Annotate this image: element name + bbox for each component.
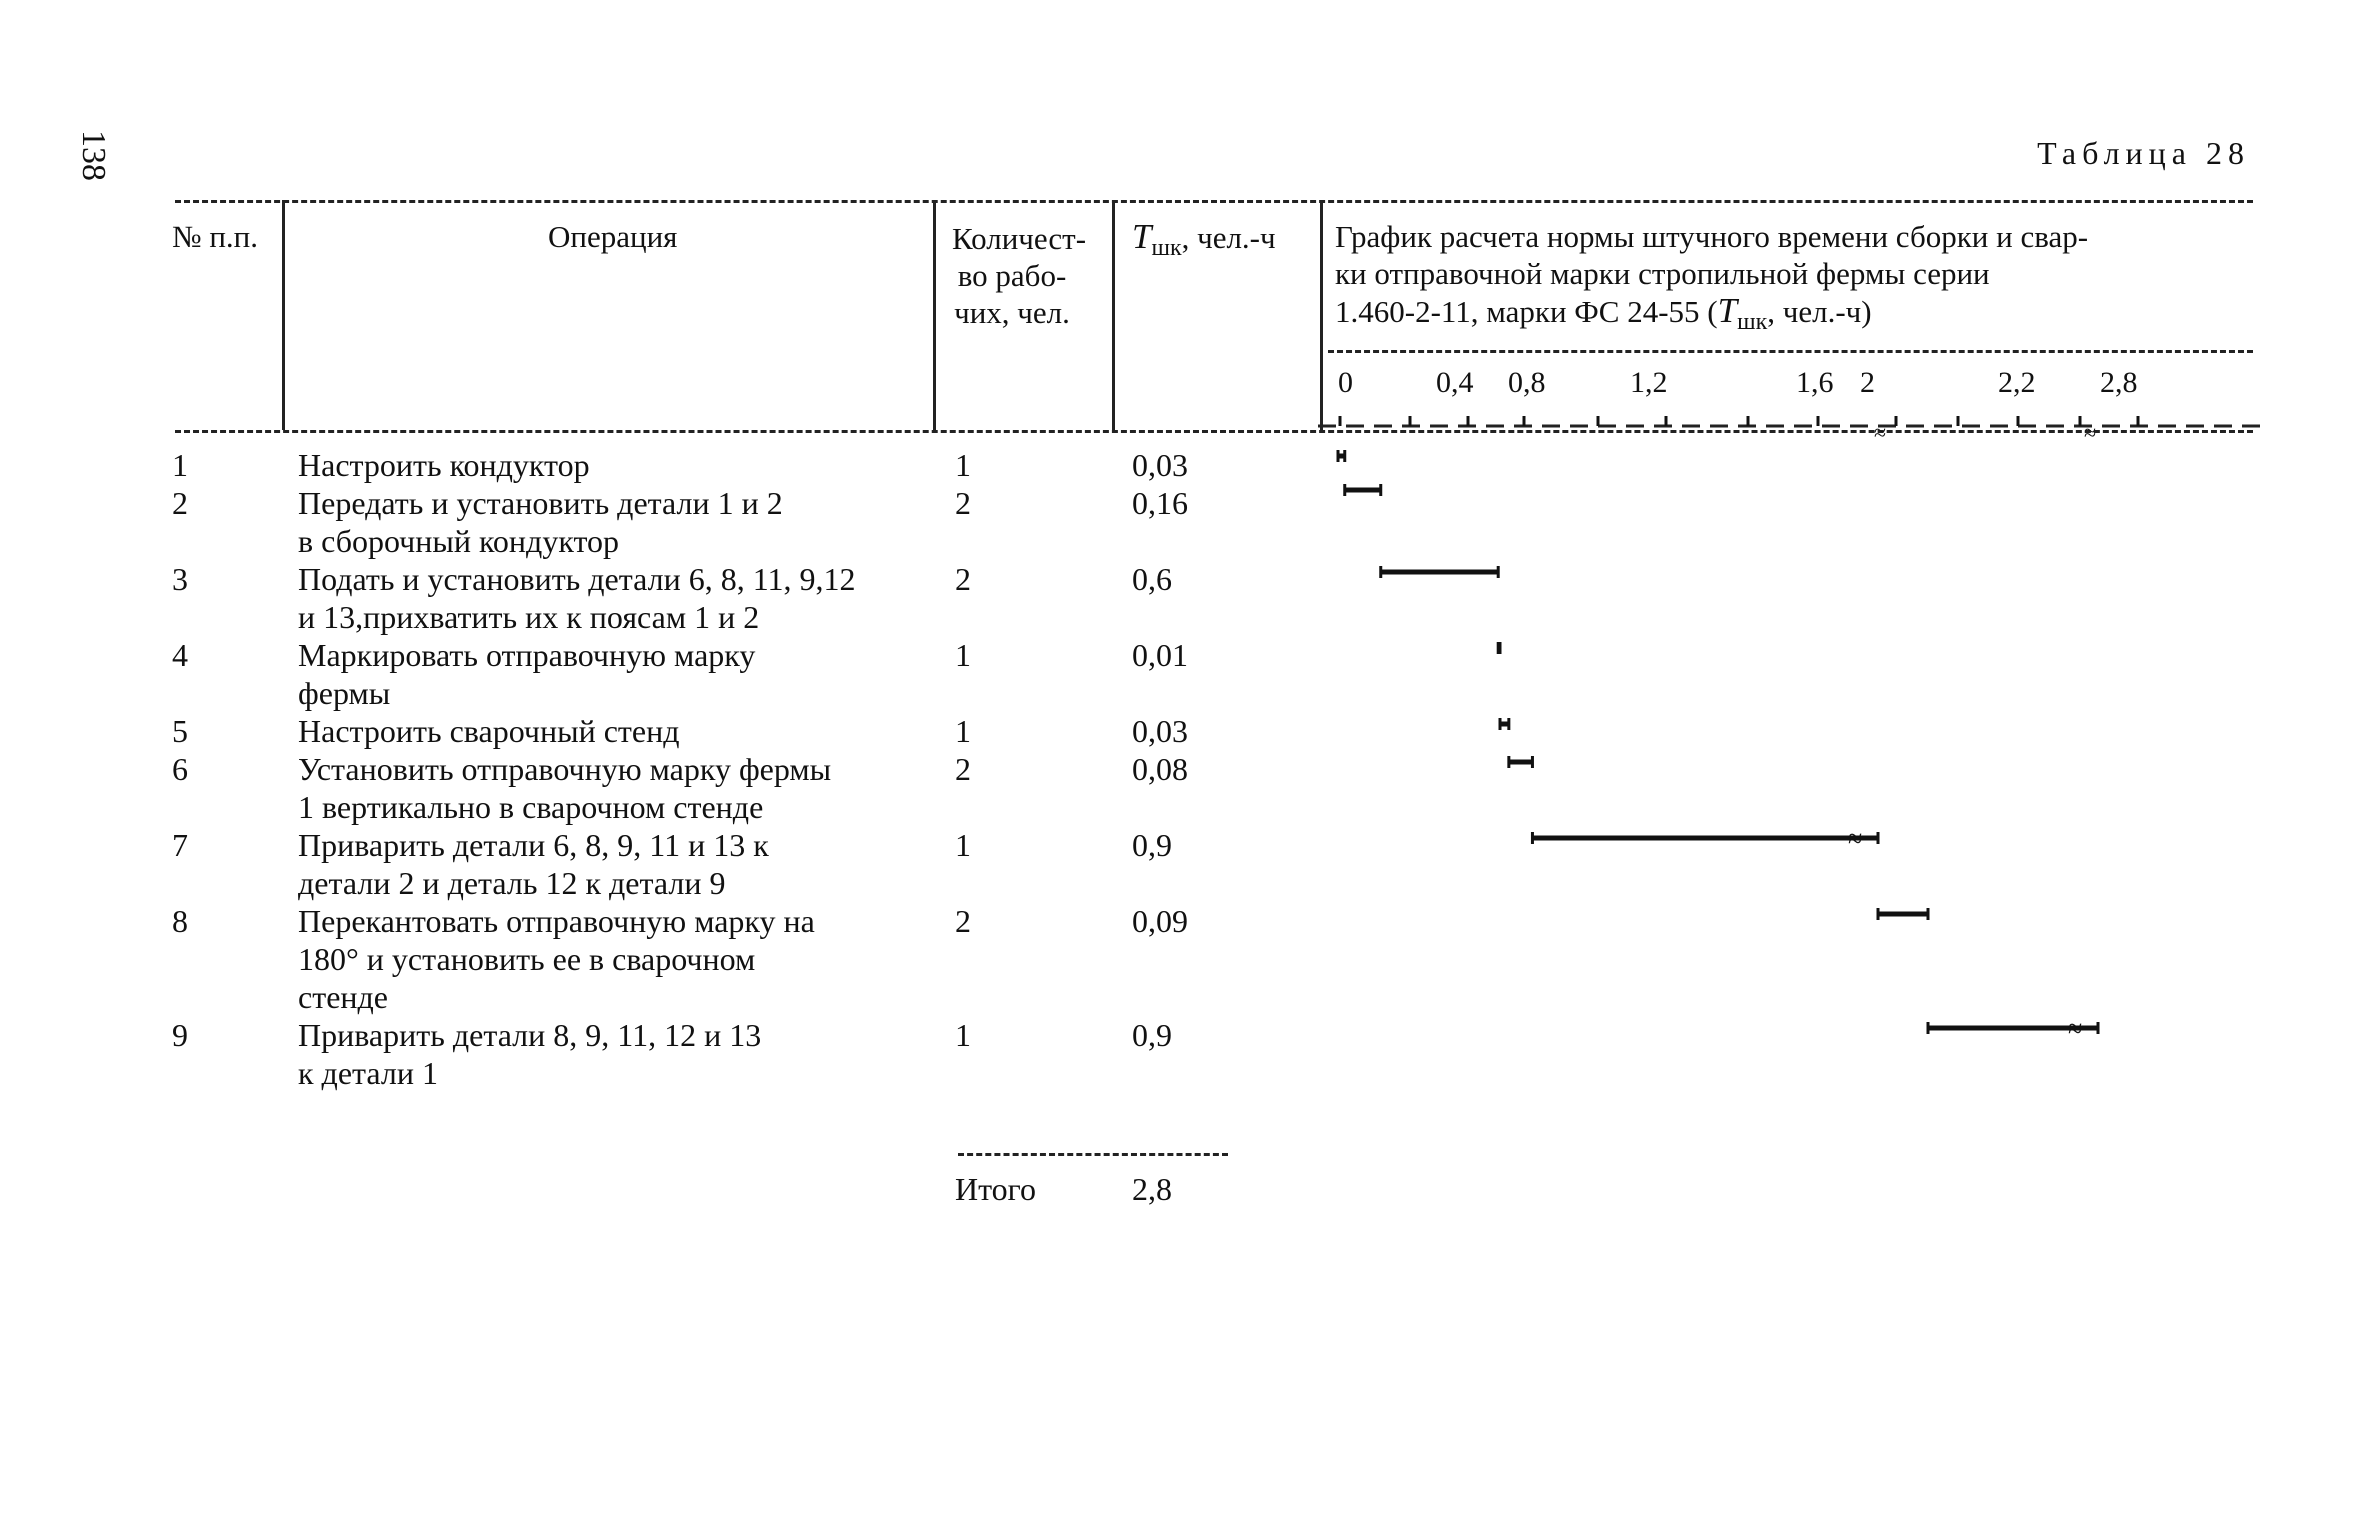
task-bar: [1500, 718, 1509, 730]
row-time: 0,01: [1132, 637, 1188, 673]
chart-title-subscript: шк: [1737, 309, 1768, 336]
row-time: 0,09: [1132, 903, 1188, 939]
axis-break-mark: ≈: [1874, 420, 1887, 445]
task-bar-break: ≈: [2068, 1014, 2083, 1043]
table-top-rule: [175, 200, 2253, 203]
task-bar: [1928, 1014, 2098, 1043]
axis-tick-label: 1,2: [1630, 366, 1668, 399]
row-operation-line: Подать и установить детали 6, 8, 11, 9,12: [298, 561, 856, 597]
page-number: 138: [75, 130, 112, 181]
row-operation-line: Настроить кондуктор: [298, 447, 590, 483]
chart-title-symbol: T: [1717, 291, 1738, 330]
task-bar: [1509, 756, 1533, 768]
row-operation-line: Маркировать отправочную марку: [298, 637, 756, 673]
header-workers-line2: во рабо-: [957, 258, 1067, 293]
header-num: № п.п.: [172, 219, 259, 254]
gantt-chart: [1318, 360, 2268, 1120]
axis-break-mark: ≈: [2084, 420, 2097, 445]
row-workers: 2: [955, 485, 971, 521]
row-number: 8: [172, 903, 188, 939]
row-workers: 1: [955, 447, 971, 483]
row-time: 0,03: [1132, 447, 1188, 483]
row-workers: 2: [955, 561, 971, 597]
row-operation-line: детали 2 и деталь 12 к детали 9: [298, 865, 726, 901]
task-bar: [1381, 566, 1498, 578]
row-operation-line: фермы: [298, 675, 391, 711]
row-workers: 2: [955, 751, 971, 787]
row-operation-line: в сборочный кондуктор: [298, 523, 620, 559]
row-operation-line: и 13,прихватить их к поясам 1 и 2: [298, 599, 760, 635]
row-number: 7: [172, 827, 188, 863]
chart-header-rule: [1328, 350, 2253, 353]
total-value: 2,8: [1132, 1171, 1172, 1207]
header-operation: Операция: [548, 219, 678, 254]
task-bar: [1878, 908, 1928, 920]
row-number: 4: [172, 637, 188, 673]
chart-title-line3-a: 1.460-2-11, марки ФС 24-55 (: [1335, 294, 1718, 329]
row-operation-line: 180° и установить ее в сварочном: [298, 941, 756, 977]
task-bar: [1532, 824, 1878, 853]
axis-tick-label: 0: [1338, 366, 1353, 399]
axis-tick-label: 2,8: [2100, 366, 2138, 399]
row-number: 3: [172, 561, 188, 597]
axis-tick-label: 1,6: [1796, 366, 1834, 399]
chart-title-line1: График расчета нормы штучного времени сборки и свар-: [1335, 219, 2089, 254]
row-operation-line: стенде: [298, 979, 388, 1015]
chart-title-line3: [1335, 292, 1872, 341]
row-time: 0,9: [1132, 827, 1172, 863]
axis-tick-label: 0,8: [1508, 366, 1546, 399]
task-bar: [1338, 450, 1345, 462]
row-workers: 1: [955, 713, 971, 749]
row-time: 0,08: [1132, 751, 1188, 787]
row-operation-line: 1 вертикально в сварочном стенде: [298, 789, 764, 825]
col-separator-1: [282, 200, 285, 430]
axis-tick-label: 2: [1860, 366, 1875, 399]
row-number: 9: [172, 1017, 188, 1053]
row-time: 0,9: [1132, 1017, 1172, 1053]
task-bar: [1498, 642, 1500, 654]
axis-tick-label: 2,2: [1998, 366, 2036, 399]
row-time: 0,16: [1132, 485, 1188, 521]
time-symbol: T: [1132, 217, 1152, 256]
row-time: 0,03: [1132, 713, 1188, 749]
header-workers-line3: чих, чел.: [954, 295, 1070, 330]
row-operation-line: к детали 1: [298, 1055, 438, 1091]
header-workers-line1: Количест-: [952, 221, 1087, 256]
row-operation-line: Установить отправочную марку фермы: [298, 751, 832, 787]
header-time: [1132, 218, 1276, 267]
row-operation-line: Перекантовать отправочную марку на: [298, 903, 815, 939]
row-workers: 1: [955, 827, 971, 863]
time-subscript: шк: [1151, 235, 1182, 262]
task-bar-break: ≈: [1848, 824, 1863, 853]
chart-title-line3-b: , чел.-ч): [1767, 294, 1872, 329]
task-bar: [1345, 484, 1381, 496]
total-label: Итого: [955, 1171, 1036, 1207]
time-unit: , чел.-ч: [1181, 220, 1276, 255]
chart-title-line2: ки отправочной марки стропильной фермы серии: [1335, 256, 1990, 291]
row-operation-line: Настроить сварочный стенд: [298, 713, 680, 749]
row-operation-line: Приварить детали 6, 8, 9, 11 и 13 к: [298, 827, 769, 863]
row-number: 2: [172, 485, 188, 521]
row-time: 0,6: [1132, 561, 1172, 597]
axis-tick-label: 0,4: [1436, 366, 1474, 399]
row-workers: 1: [955, 1017, 971, 1053]
row-number: 5: [172, 713, 188, 749]
table-title: Таблица 28: [2037, 135, 2250, 171]
row-number: 6: [172, 751, 188, 787]
row-workers: 1: [955, 637, 971, 673]
total-rule: [958, 1153, 1228, 1156]
row-workers: 2: [955, 903, 971, 939]
row-operation-line: Передать и установить детали 1 и 2: [298, 485, 783, 521]
row-number: 1: [172, 447, 188, 483]
col-separator-3: [1112, 200, 1115, 430]
row-operation-line: Приварить детали 8, 9, 11, 12 и 13: [298, 1017, 762, 1053]
